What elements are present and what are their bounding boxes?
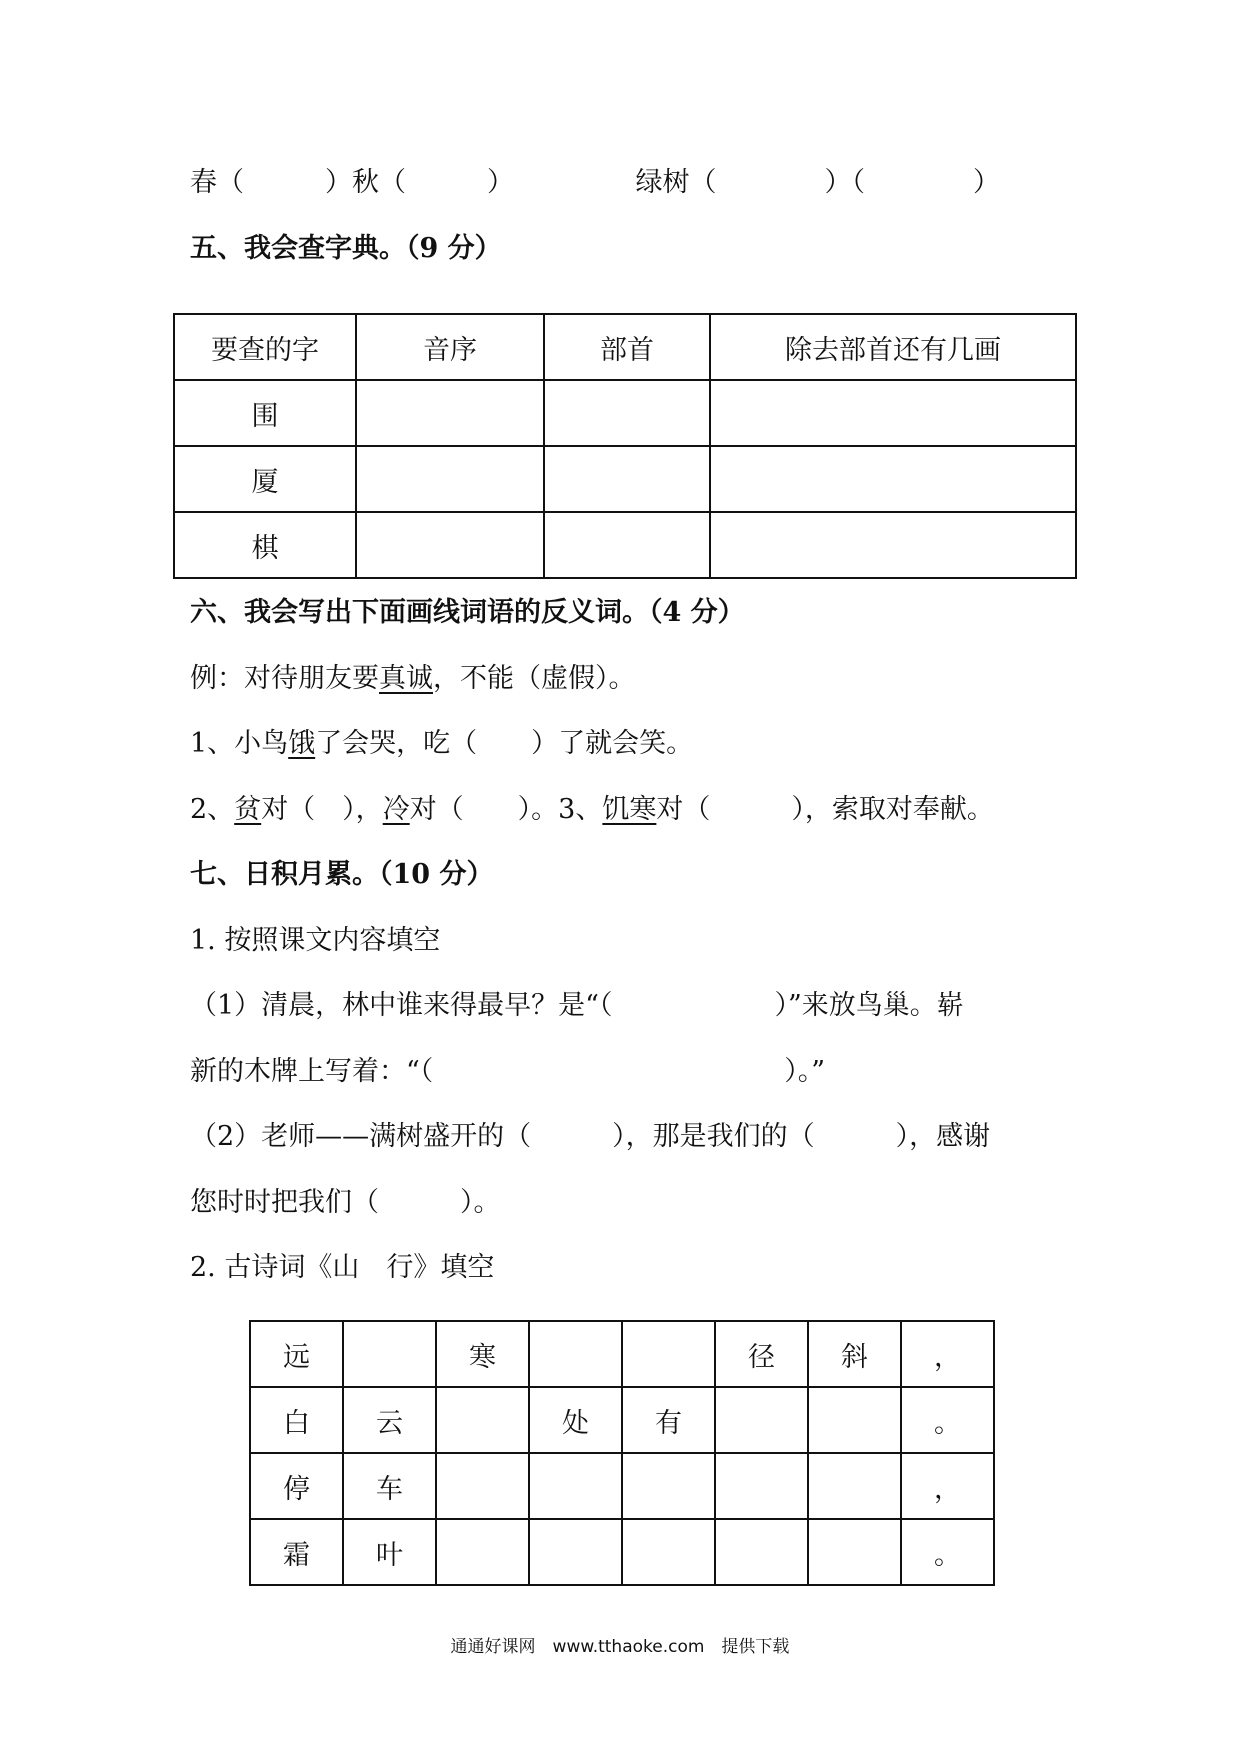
header-cell: 除去部首还有几画 bbox=[710, 314, 1076, 380]
text: 例：对待朋友要 bbox=[190, 663, 379, 694]
blank-cell bbox=[544, 512, 710, 578]
poem-cell bbox=[808, 1453, 901, 1519]
poem-cell: 云 bbox=[343, 1387, 436, 1453]
poem-cell: 。 bbox=[901, 1387, 994, 1453]
header-cell: 要查的字 bbox=[174, 314, 356, 380]
poem-cell: 霜 bbox=[250, 1519, 343, 1585]
blank-cell bbox=[710, 446, 1076, 512]
poem-cell: ， bbox=[901, 1321, 994, 1387]
question-2-3 bbox=[190, 793, 994, 827]
poem-cell bbox=[436, 1519, 529, 1585]
poem-cell bbox=[622, 1519, 715, 1585]
underlined-word: 饥寒 bbox=[602, 794, 657, 825]
poem-cell bbox=[715, 1387, 808, 1453]
poem-cell: 白 bbox=[250, 1387, 343, 1453]
poem-cell bbox=[436, 1453, 529, 1519]
dictionary-table bbox=[173, 313, 1077, 579]
table-row bbox=[174, 446, 1076, 512]
section-5-title: 五、我会查字典。（9 分） bbox=[190, 233, 502, 264]
text: 了会哭，吃（ ）了就会笑。 bbox=[315, 728, 694, 759]
table-row bbox=[250, 1453, 994, 1519]
table-row bbox=[174, 512, 1076, 578]
underlined-word: 贫 bbox=[234, 794, 262, 825]
subsection-2: 2. 古诗词《山 行》填空 bbox=[190, 1252, 495, 1283]
header-cell: 部首 bbox=[544, 314, 710, 380]
table-row bbox=[174, 380, 1076, 446]
text: 1、小鸟 bbox=[190, 728, 289, 759]
poem-cell bbox=[622, 1453, 715, 1519]
table-row bbox=[250, 1321, 994, 1387]
text: 2、 bbox=[190, 794, 235, 825]
blank-cell bbox=[544, 380, 710, 446]
section-7-title: 七、日积月累。（10 分） bbox=[190, 859, 494, 890]
poem-table bbox=[249, 1320, 995, 1586]
poem-cell bbox=[808, 1519, 901, 1585]
header-cell: 音序 bbox=[356, 314, 544, 380]
poem-cell: 处 bbox=[529, 1387, 622, 1453]
poem-cell: ， bbox=[901, 1453, 994, 1519]
paragraph-1a: （1）清晨，林中谁来得最早？是“（ ）”来放鸟巢。崭 bbox=[190, 990, 964, 1021]
underlined-word: 真诚 bbox=[379, 663, 433, 694]
blank-cell bbox=[356, 446, 544, 512]
table-row bbox=[250, 1387, 994, 1453]
text: 对（ ）， bbox=[261, 794, 383, 825]
char-cell: 围 bbox=[174, 380, 356, 446]
poem-cell: 径 bbox=[715, 1321, 808, 1387]
poem-cell bbox=[436, 1387, 529, 1453]
blank-cell bbox=[710, 512, 1076, 578]
blank-cell bbox=[356, 380, 544, 446]
text: 对（ ），索取对奉献。 bbox=[656, 794, 994, 825]
poem-cell bbox=[715, 1453, 808, 1519]
text: 对（ ）。3、 bbox=[409, 794, 603, 825]
poem-cell bbox=[622, 1321, 715, 1387]
underlined-word: 饿 bbox=[288, 728, 316, 759]
blank-cell bbox=[544, 446, 710, 512]
underlined-word: 冷 bbox=[382, 794, 410, 825]
subsection-1: 1. 按照课文内容填空 bbox=[190, 925, 441, 956]
fill-line-antonyms: 春（ ）秋（ ） 绿树（ ）（ ） bbox=[190, 167, 1000, 198]
poem-cell bbox=[529, 1321, 622, 1387]
poem-cell bbox=[529, 1519, 622, 1585]
blank-cell bbox=[710, 380, 1076, 446]
poem-cell: 。 bbox=[901, 1519, 994, 1585]
example-line bbox=[190, 662, 636, 696]
char-cell: 厦 bbox=[174, 446, 356, 512]
table-row bbox=[250, 1519, 994, 1585]
poem-cell: 车 bbox=[343, 1453, 436, 1519]
poem-cell: 叶 bbox=[343, 1519, 436, 1585]
question-1 bbox=[190, 727, 693, 761]
char-cell: 棋 bbox=[174, 512, 356, 578]
poem-cell bbox=[715, 1519, 808, 1585]
paragraph-2a: （2）老师——满树盛开的（ ），那是我们的（ ），感谢 bbox=[190, 1121, 991, 1152]
poem-cell: 停 bbox=[250, 1453, 343, 1519]
section-6-title: 六、我会写出下面画线词语的反义词。（4 分） bbox=[190, 597, 745, 628]
poem-cell: 远 bbox=[250, 1321, 343, 1387]
paragraph-2b: 您时时把我们（ ）。 bbox=[190, 1187, 501, 1218]
poem-cell bbox=[808, 1387, 901, 1453]
poem-cell bbox=[529, 1453, 622, 1519]
poem-cell: 寒 bbox=[436, 1321, 529, 1387]
poem-cell bbox=[343, 1321, 436, 1387]
text: ，不能（虚假）。 bbox=[433, 663, 636, 694]
table-header-row bbox=[174, 314, 1076, 380]
poem-cell: 有 bbox=[622, 1387, 715, 1453]
blank-cell bbox=[356, 512, 544, 578]
footer-credit: 通通好课网 www.tthaoke.com 提供下载 bbox=[450, 1637, 790, 1657]
paragraph-1b: 新的木牌上写着：“（ ）。” bbox=[190, 1056, 826, 1087]
poem-cell: 斜 bbox=[808, 1321, 901, 1387]
